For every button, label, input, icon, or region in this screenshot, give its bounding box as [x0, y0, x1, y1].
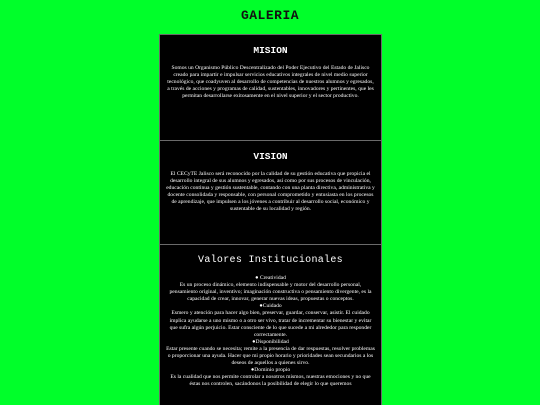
- vision-heading: VISION: [253, 151, 288, 162]
- vision-text: El CECyTE Jalisco será reconocido por la calidad de su gestión educativa que propicia el desarrollo integral de sus alumnos y egresados, así como por sus procesos de vinculación, educación continua y gestión sustentable, contando con una planta directiva, administrativa y docente consolidada y responsable, con personal comprometido y entusiasta en los procesos de aprendizaje, que impulsen a los jóvenes a contribuir al desarrollo social, económico y sustentable de su localidad y región.: [166, 171, 375, 213]
- valor-disponibilidad-text: Estar presente cuando se necesita; remite a la presencia de dar respuestas, resolver problemas o proporcionar una ayuda. Hacer que mi propio horario y prioridades sean secundarios a los deseos de aquellos a quienes sirvo.: [166, 345, 375, 367]
- mision-text: Somos un Organismo Público Descentralizado del Poder Ejecutivo del Estado de Jalisco creado para impartir e impulsar servicios educativos integrales de nivel medio superior tecnológico, que coadyuven al desarrollo de competencias de nuestros alumnos y egresados, a través de acciones y programas de calidad, sustentables, innovadores y pertinentes, que les permitan desarrollarse exitosamente en el nivel superior y el sector productivo.: [167, 65, 374, 100]
- page-title: GALERIA: [240, 8, 300, 23]
- valor-dominio-propio-title: ●Dominio propio: [250, 367, 291, 374]
- valores-section: [160, 245, 381, 389]
- mision-section: [160, 35, 381, 141]
- valor-cuidado-title: ●Cuidado: [259, 303, 282, 310]
- vision-section: [160, 141, 381, 245]
- content-panel: [159, 34, 382, 405]
- valor-creatividad-text: Es un proceso dinámico, elemento indispensable y motor del desarrollo personal, pensamiento original, inventivo; imaginación constructiva o pensamiento divergente, es la capacidad de crear, innovar, generar nuevas ideas, propuestas o conceptos.: [169, 282, 372, 303]
- mision-heading: MISION: [253, 45, 288, 56]
- valor-dominio-propio-text: Es la cualidad que nos permite controlar a nosotros mismos, nuestras emociones y no que éstas nos controlen, sacándonos la posibilidad de elegir lo que queremos: [170, 374, 371, 388]
- valor-cuidado-text: Esmero y atención para hacer algo bien, preservar, guardar, conservar, asistir. El cuidado implica ayudarse a uno mismo o a otro ser vivo, tratar de incrementar su bienestar y evitar que sufra algún perjuicio. Estar consciente de lo que sucede a mi alrededor para responder correctamente.: [169, 310, 372, 338]
- valor-disponibilidad-title: ●Disponibilidad: [252, 338, 289, 345]
- valor-creatividad-title: ● Creatividad: [255, 275, 286, 281]
- valores-heading: Valores Institucionales: [198, 255, 343, 266]
